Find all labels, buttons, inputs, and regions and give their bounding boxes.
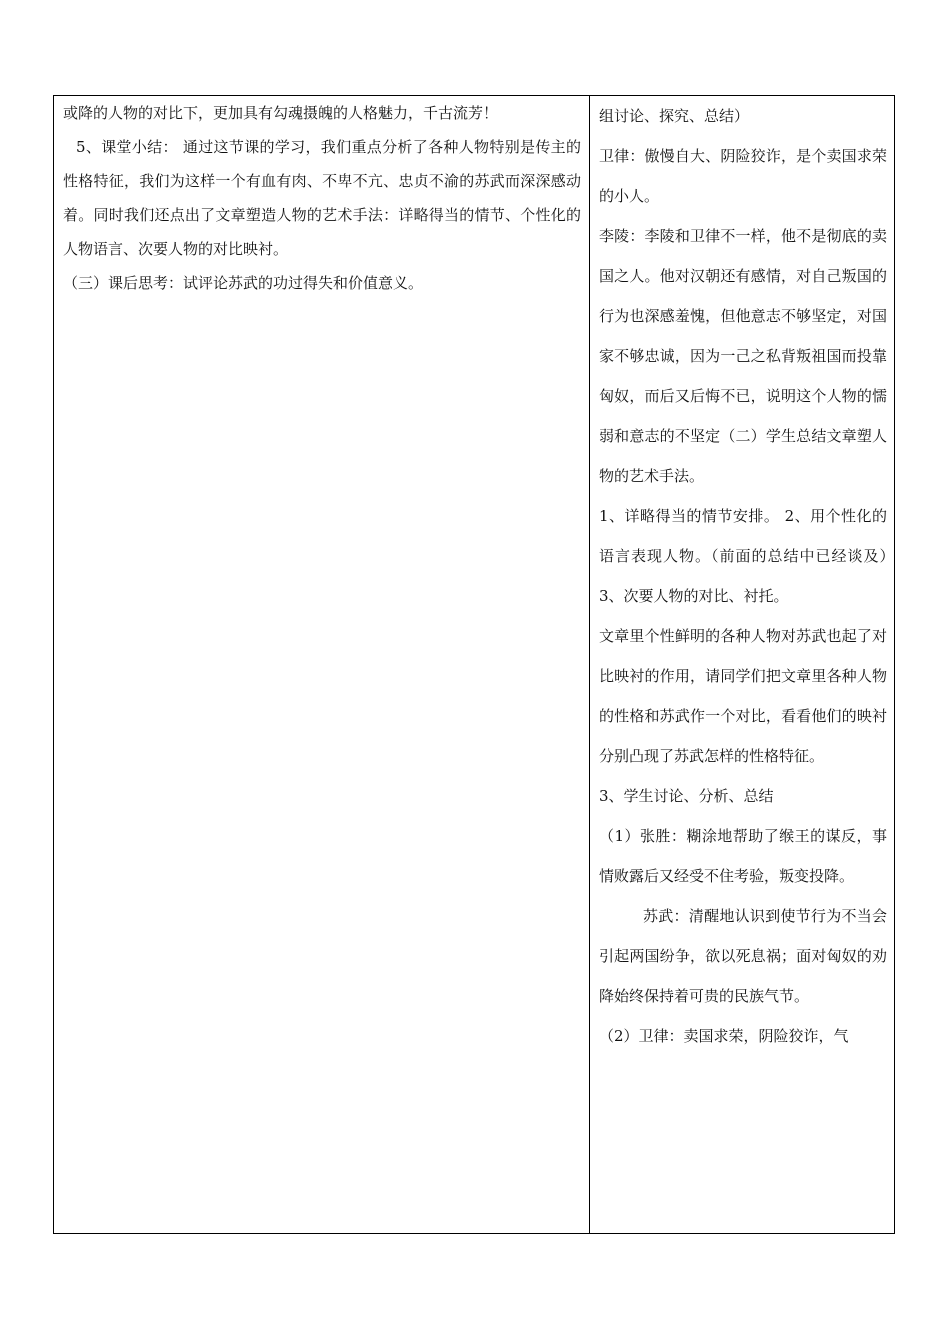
teaching-process-column: [54, 96, 590, 1233]
right-paragraph-discussion: 组讨论、探究、总结）: [599, 107, 750, 125]
right-paragraph-liling: 李陵：李陵和卫律不一样，他不是彻底的卖国之人。他对汉朝还有感情，对自己叛国的行为也深感羞愧，但他意志不够坚定，对国家不够忠诚，因为一己之私背叛祖国而投靠匈奴，而后又后悔不已，说明这个人物的懦弱和意志的不坚定（二）学生总结文章塑人物的艺术手法。: [599, 227, 887, 485]
left-paragraph-contrast: 或降的人物的对比下，更加具有勾魂摄魄的人格魅力，千古流芳！: [63, 104, 499, 122]
right-paragraph-step3: 3、学生讨论、分析、总结: [599, 787, 774, 805]
right-paragraph-techniques: 1、详略得当的情节安排。 2、用个性化的语言表现人物。（前面的总结中已经谈及） 3、次要人物的对比、衬托。: [599, 507, 907, 605]
content-table: [53, 95, 907, 1234]
right-paragraph-contrast-task: 文章里个性鲜明的各种人物对苏武也起了对比映衬的作用，请同学们把文章里各种人物的性格和苏武作一个对比，看看他们的映衬分别凸现了苏武怎样的性格特征。: [599, 627, 887, 765]
student-activity-column: [590, 96, 907, 1233]
right-paragraph-weilv: 卫律：傲慢自大、阴险狡诈，是个卖国求荣的小人。: [599, 147, 887, 205]
left-paragraph-homework: （三）课后思考：试评论苏武的功过得失和价值意义。: [63, 274, 424, 292]
left-paragraph-summary: 5、课堂小结： 通过这节课的学习，我们重点分析了各种人物特别是传主的性格特征，我们为这样一个有血有肉、不卑不亢、忠贞不渝的苏武而深深感动着。同时我们还点出了文章塑造人物的艺术手法：详略得当的情节、个性化的人物语言、次要人物的对比映衬。: [63, 138, 581, 258]
right-paragraph-zhangsheng: （1）张胜：糊涂地帮助了缑王的谋反，事情败露后又经受不住考验，叛变投降。: [599, 827, 887, 885]
right-paragraph-suwu: 苏武：清醒地认识到使节行为不当会引起两国纷争，欲以死息祸；面对匈奴的劝降始终保持着可贵的民族气节。: [599, 907, 887, 1005]
right-paragraph-weilv-2: （2）卫律：卖国求荣，阴险狡诈，气: [599, 1027, 849, 1045]
